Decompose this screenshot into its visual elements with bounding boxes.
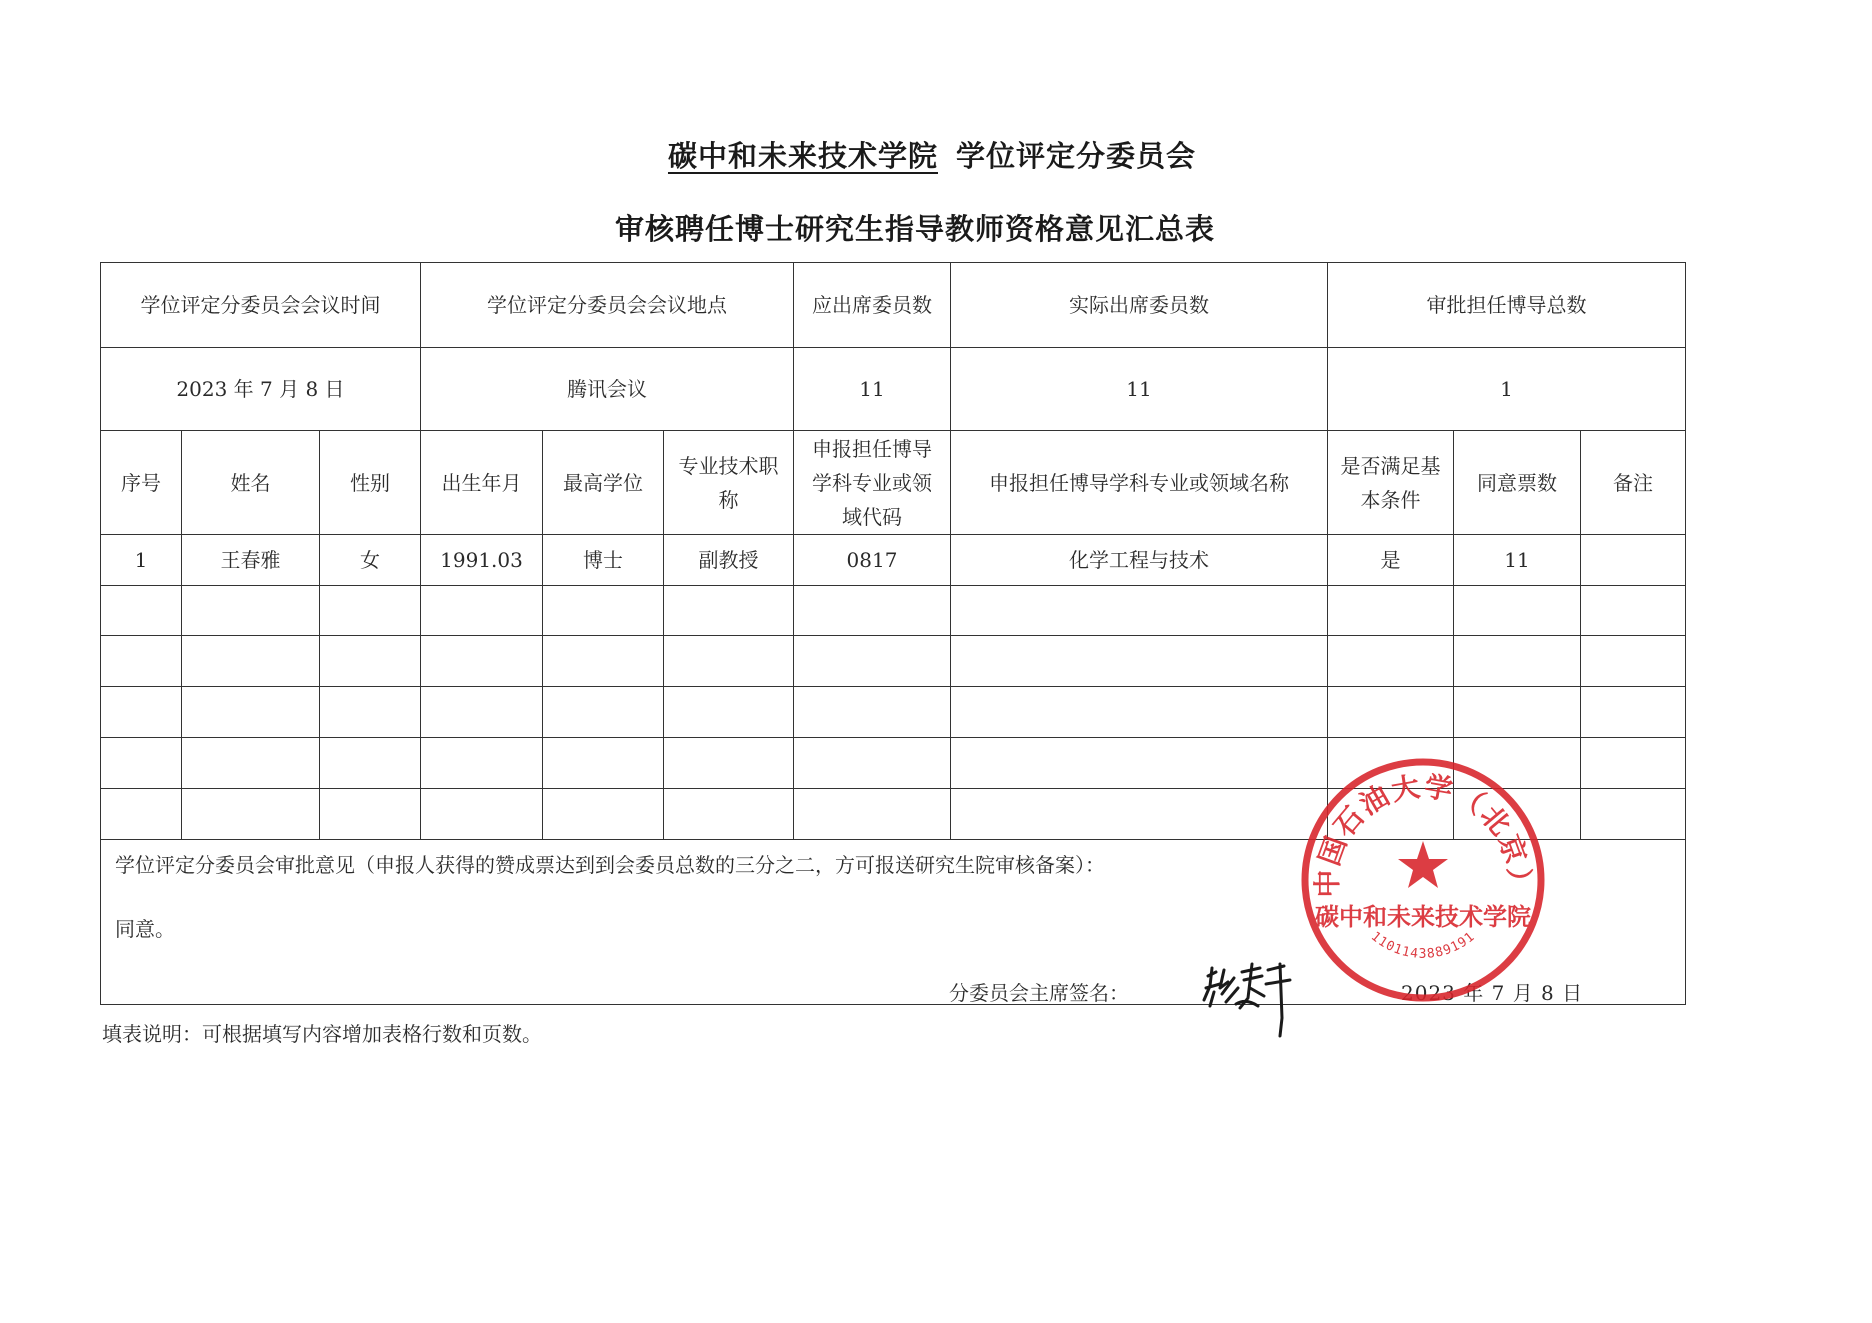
- present-members-value: 11: [951, 348, 1328, 431]
- signature-date: 2023 年 7 月 8 日: [1401, 981, 1584, 1005]
- blank-row: [101, 636, 1686, 687]
- expected-members-header: 应出席委员数: [794, 263, 951, 348]
- fill-instructions: 填表说明：可根据填写内容增加表格行数和页数。: [102, 1022, 542, 1046]
- col-header-qualified: 是否满足基本条件: [1328, 431, 1454, 535]
- meeting-place-value: 腾讯会议: [421, 348, 794, 431]
- cell-index: 1: [101, 535, 182, 586]
- seal-center-text: 碳中和未来技术学院: [1315, 903, 1531, 931]
- present-members-header: 实际出席委员数: [951, 263, 1328, 348]
- col-header-discipline-name: 申报担任博导学科专业或领域名称: [951, 431, 1328, 535]
- opinion-label: 学位评定分委员会审批意见（申报人获得的赞成票达到到会委员总数的三分之二，方可报送研究生院审核备案）：: [115, 853, 1105, 877]
- col-header-birth: 出生年月: [421, 431, 543, 535]
- opinion-result: 同意。: [115, 917, 175, 941]
- cell-name: 王春雅: [182, 535, 320, 586]
- col-header-name: 姓名: [182, 431, 320, 535]
- col-header-gender: 性别: [320, 431, 421, 535]
- cell-title: 副教授: [664, 535, 794, 586]
- cell-qualified: 是: [1328, 535, 1454, 586]
- official-seal: [1298, 755, 1548, 1005]
- col-header-index: 序号: [101, 431, 182, 535]
- table-row: [101, 535, 1686, 586]
- col-header-title: 专业技术职称: [664, 431, 794, 535]
- blank-row: [101, 687, 1686, 738]
- col-header-remarks: 备注: [1581, 431, 1686, 535]
- svg-text:1101143889191: [1368, 929, 1478, 962]
- seal-top-text: 中国石油大学（北京）: [1310, 769, 1536, 898]
- cell-votes: 11: [1454, 535, 1581, 586]
- cell-gender: 女: [320, 535, 421, 586]
- cell-discipline-code: 0817: [794, 535, 951, 586]
- meeting-header-row: [101, 263, 1686, 348]
- approved-total-value: 1: [1328, 348, 1686, 431]
- institute-name: 碳中和未来技术学院: [667, 139, 938, 173]
- col-header-discipline-code: 申报担任博导学科专业或领域代码: [794, 431, 951, 535]
- cell-discipline-name: 化学工程与技术: [951, 535, 1328, 586]
- col-header-votes: 同意票数: [1454, 431, 1581, 535]
- approved-total-header: 审批担任博导总数: [1328, 263, 1686, 348]
- form-subtitle: 审核聘任博士研究生指导教师资格意见汇总表: [614, 212, 1215, 246]
- committee-name: 学位评定分委员会: [956, 139, 1197, 173]
- cell-birth: 1991.03: [421, 535, 543, 586]
- meeting-place-header: 学位评定分委员会会议地点: [421, 263, 794, 348]
- meeting-time-value: 2023 年 7 月 8 日: [101, 348, 421, 431]
- expected-members-value: 11: [794, 348, 951, 431]
- cell-degree: 博士: [543, 535, 664, 586]
- blank-row: [101, 586, 1686, 636]
- seal-code-text: 1101143889191: [1367, 929, 1479, 962]
- applicant-header-row: [101, 431, 1686, 535]
- meeting-value-row: [101, 348, 1686, 431]
- form-title: [0, 134, 1830, 175]
- signature-label: 分委员会主席签名：: [949, 981, 1129, 1005]
- chairman-signature: [1200, 958, 1310, 1043]
- meeting-time-header: 学位评定分委员会会议时间: [101, 263, 421, 348]
- col-header-degree: 最高学位: [543, 431, 664, 535]
- cell-remarks: [1581, 535, 1686, 586]
